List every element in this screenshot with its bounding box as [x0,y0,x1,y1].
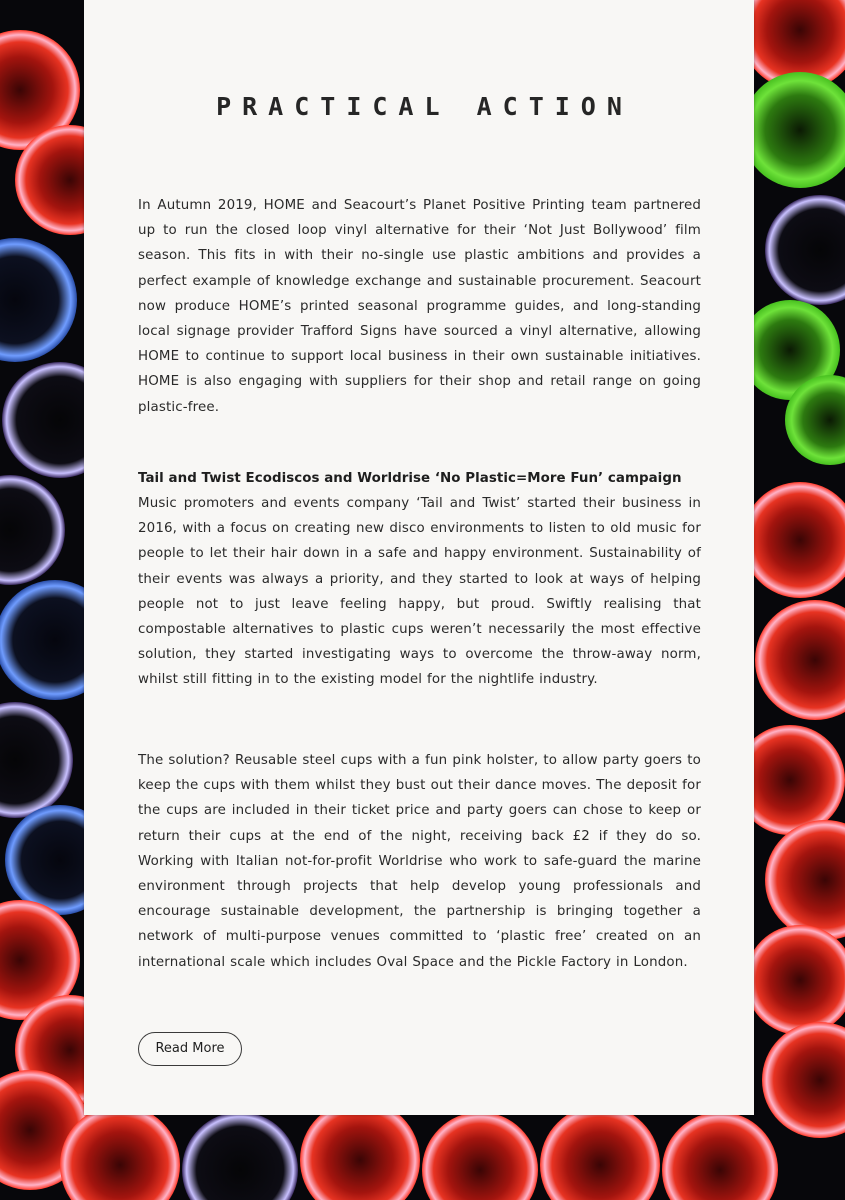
read-more-button[interactable]: Read More [138,1032,242,1066]
article-paragraph-2: Music promoters and events company ‘Tail and Twist’ started their business in 2016, with a focus on creating new disco environments to listen to old music for people to let their hair down in a safe and happy environment. Sustainability of their events was always a priority, and they started to look at ways of helping people not to just leave feeling happy, but proud. Swiftly realising that compostable alternatives to plastic cups weren’t necessarily the most effective solution, they started investigating ways to overcome the throw-away norm, whilst still fitting in to the existing model for the nightlife industry. [138,496,701,688]
article-paragraph-1: In Autumn 2019, HOME and Seacourt’s Planet Positive Printing team partnered up to run the closed loop vinyl alternative for their ‘Not Just Bollywood’ film season. This fits in with their no-single use plastic ambitions and provides a perfect example of knowledge exchange and sustainable procurement. Seacourt now produce HOME’s printed seasonal programme guides, and long-standing local signage provider Trafford Signs have sourced a vinyl alternative, allowing HOME to continue to support local business in their own sustainable initiatives. HOME is also engaging with suppliers for their shop and retail range on going plastic-free. [138,198,701,415]
article-card [84,0,754,1115]
article-paragraph-3: The solution? Reusable steel cups with a fun pink holster, to allow party goers to keep the cups with them whilst they bust out their dance moves. The deposit for the cups are included in their ticket price and party goers can chose to keep or return their cups at the end of the night, receiving back £2 if they do so. Working with Italian not-for-profit Worldrise who work to safe-guard the marine environment through projects that help develop young professionals and encourage sustainable development, the partnership is bringing together a network of multi-purpose venues committed to ‘plastic free’ created on an international scale which includes Oval Space and the Pickle Factory in London. [138,753,701,970]
page-title: PRACTICAL ACTION [216,92,633,121]
section-heading: Tail and Twist Ecodiscos and Worldrise ‘No Plastic=More Fun’ campaign [138,471,682,486]
